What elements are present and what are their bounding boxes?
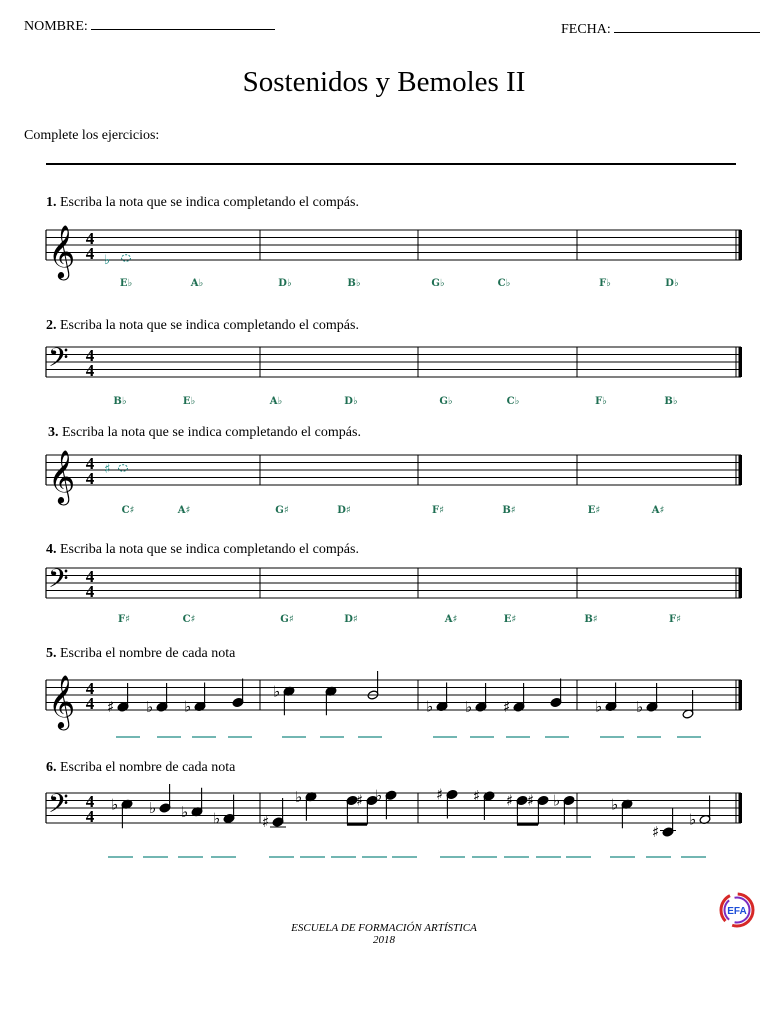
- flat-icon: ♭: [465, 698, 473, 716]
- time-signature-top: 4: [85, 229, 95, 248]
- note-name-label: G♯: [275, 505, 289, 516]
- note-name-label: D♯: [344, 614, 358, 625]
- bass-clef-icon: 𝄢: [48, 787, 69, 826]
- flat-icon: ♭: [426, 697, 434, 716]
- sharp-icon: ♯: [652, 823, 660, 841]
- name-label: NOMBRE:: [24, 19, 88, 34]
- note-name-label: G♭: [439, 396, 453, 407]
- time-signature-top: 4: [85, 454, 95, 473]
- exercise-text: Escriba la nota que se indica completando el compás.: [62, 425, 361, 440]
- footer-year: 2018: [373, 934, 395, 946]
- flat-icon: ♭: [295, 787, 303, 806]
- sharp-icon: ♯: [527, 791, 535, 810]
- flat-icon: ♭: [184, 697, 192, 716]
- sharp-icon: ♯: [262, 813, 270, 831]
- sharp-icon: ♯: [356, 791, 364, 810]
- flat-icon: ♭: [213, 809, 221, 828]
- staff-4: [46, 563, 742, 602]
- page-title: Sostenidos y Bemoles II: [242, 66, 526, 98]
- flat-icon: ♭: [273, 682, 281, 701]
- note-name-label: B♯: [502, 505, 516, 516]
- treble-clef-icon: 𝄞: [48, 674, 76, 728]
- sharp-hint-icon: ♯: [104, 462, 111, 477]
- sharp-icon: ♯: [473, 787, 481, 805]
- exercise-text: Escriba la nota que se indica completando el compás.: [60, 318, 359, 333]
- flat-icon: ♭: [689, 810, 697, 829]
- note-name-label: F♯: [669, 614, 681, 625]
- exercise-text: Escriba el nombre de cada nota: [60, 646, 236, 661]
- efa-logo: [717, 890, 757, 930]
- note-name-label: C♯: [182, 614, 196, 625]
- note-name-label: A♯: [651, 505, 665, 516]
- final-barline-thick: [739, 568, 743, 598]
- note-name-label: D♭: [344, 396, 358, 407]
- note-name-label: A♭: [269, 396, 283, 407]
- exercise-number: 4.: [46, 542, 57, 557]
- time-signature-top: 4: [85, 346, 95, 365]
- note-name-label: B♯: [584, 614, 598, 625]
- note-name-label: A♯: [444, 614, 458, 625]
- flat-icon: ♭: [636, 698, 644, 716]
- note-name-label: E♯: [503, 614, 517, 625]
- note-name-label: C♭: [506, 396, 520, 407]
- note-name-label: C♭: [497, 278, 511, 289]
- note-name-label: A♯: [177, 505, 191, 516]
- note-name-label: C♯: [121, 505, 135, 516]
- note-name-label: E♯: [587, 505, 601, 516]
- flat-icon: ♭: [111, 795, 119, 814]
- final-barline-thick: [739, 680, 743, 710]
- staff-3: [46, 449, 742, 505]
- time-signature-top: 4: [85, 567, 95, 586]
- note-name-label: G♯: [280, 614, 294, 625]
- time-signature-top: 4: [85, 792, 95, 811]
- note-name-label: B♭: [113, 396, 127, 407]
- flat-icon: ♭: [146, 698, 154, 716]
- staff-1: [46, 224, 742, 280]
- bass-clef-icon: 𝄢: [48, 562, 69, 601]
- sharp-icon: ♯: [436, 785, 444, 804]
- exercise-number: 5.: [46, 646, 57, 661]
- time-signature-bottom: 4: [85, 469, 95, 488]
- date-label: FECHA:: [561, 22, 611, 37]
- exercise-text: Escriba la nota que se indica completando el compás.: [60, 195, 359, 210]
- sharp-icon: ♯: [503, 698, 511, 716]
- exercise-number: 3.: [48, 425, 59, 440]
- final-barline-thick: [739, 347, 743, 377]
- note-name-label: E♭: [182, 396, 196, 407]
- flat-icon: ♭: [553, 791, 561, 810]
- note-name-label: E♭: [119, 278, 133, 289]
- final-barline-thick: [739, 230, 743, 260]
- note-name-label: F♭: [599, 278, 611, 289]
- exercise-text: Escriba la nota que se indica completando el compás.: [60, 542, 359, 557]
- note-name-label: D♭: [665, 278, 679, 289]
- time-signature-bottom: 4: [85, 582, 95, 601]
- flat-icon: ♭: [611, 795, 619, 814]
- final-barline-thick: [739, 793, 743, 823]
- note-name-label: F♯: [118, 614, 130, 625]
- time-signature-bottom: 4: [85, 361, 95, 380]
- school-name: ESCUELA DE FORMACIÓN ARTÍSTICA: [291, 922, 477, 934]
- note-name-label: F♭: [595, 396, 607, 407]
- footer: [0, 922, 768, 946]
- staff-2: [46, 342, 742, 381]
- bass-clef-icon: 𝄢: [48, 341, 69, 380]
- exercise-number: 1.: [46, 195, 57, 210]
- flat-icon: ♭: [149, 799, 157, 817]
- exercise-text: Escriba el nombre de cada nota: [60, 760, 236, 775]
- final-barline-thick: [739, 455, 743, 485]
- time-signature-top: 4: [85, 679, 95, 698]
- note-name-label: F♯: [432, 505, 444, 516]
- flat-icon: ♭: [595, 697, 603, 716]
- exercise-number: 6.: [46, 760, 57, 775]
- note-name-label: A♭: [190, 278, 204, 289]
- time-signature-bottom: 4: [85, 694, 95, 713]
- note-name-label: G♭: [431, 278, 445, 289]
- flat-hint-icon: ♭: [104, 253, 111, 268]
- exercise-number: 2.: [46, 318, 57, 333]
- note-name-label: D♯: [337, 505, 351, 516]
- sharp-icon: ♯: [506, 791, 514, 810]
- note-name-label: B♭: [347, 278, 361, 289]
- sharp-icon: ♯: [107, 698, 115, 716]
- flat-icon: ♭: [375, 786, 383, 805]
- instructions: Complete los ejercicios:: [24, 128, 160, 143]
- treble-clef-icon: 𝄞: [48, 224, 76, 278]
- time-signature-bottom: 4: [85, 807, 95, 826]
- time-signature-bottom: 4: [85, 244, 95, 263]
- note-name-label: B♭: [664, 396, 678, 407]
- note-name-label: D♭: [278, 278, 292, 289]
- logo-text: EFA: [727, 906, 747, 917]
- treble-clef-icon: 𝄞: [48, 449, 76, 503]
- flat-icon: ♭: [181, 802, 189, 821]
